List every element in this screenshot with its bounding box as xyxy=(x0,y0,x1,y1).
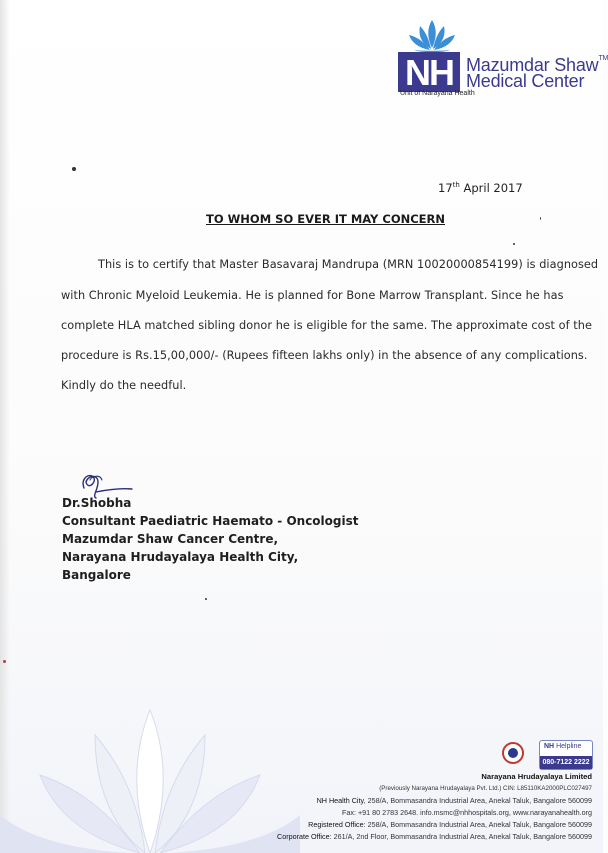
body-line: with Chronic Myeloid Leukemia. He is planned for Bone Marrow Transplant. Since he has xyxy=(61,289,564,302)
body-line: complete HLA matched sibling donor he is eligible for the same. The approximate cost of the xyxy=(61,319,592,332)
corporate-office: Corporate Office: 261/A, 2nd Floor, Bommasandra Industrial Area, Anekal Taluk, Bangalore 560099 xyxy=(277,832,592,841)
scan-speck xyxy=(72,167,76,171)
brand-unit-text: Unit of Narayana Health xyxy=(400,90,475,97)
body-line: Kindly do the needful. xyxy=(61,379,187,392)
decorative-lotus-watermark xyxy=(0,690,300,853)
hospital-logo xyxy=(398,18,608,100)
scan-speck xyxy=(205,598,207,600)
health-city-address: NH Health City, 258/A, Bommasandra Industrial Area, Anekal Taluk, Bangalore 560099 xyxy=(316,796,592,805)
letter-title: TO WHOM SO EVER IT MAY CONCERN xyxy=(206,212,446,226)
brand-name-line2: Medical Center xyxy=(466,71,585,91)
body-line: This is to certify that Master Basavaraj Mandrupa (MRN 10020000854199) is diagnosed xyxy=(98,258,599,271)
trademark-symbol: TM xyxy=(598,55,608,62)
letter-date: 17th April 2017 xyxy=(438,181,523,195)
signatory-name: Dr.Shobha xyxy=(62,496,132,510)
helpline-number: 080-7122 2222 xyxy=(540,756,592,769)
company-cin: (Previously Narayana Hrudayalaya Pvt. Ltd.) CIN: L85110KA2000PLC027497 xyxy=(379,785,592,792)
scan-speck xyxy=(513,243,515,245)
signatory-designation: Consultant Paediatric Haemato - Oncologist xyxy=(62,514,359,528)
signatory-centre: Mazumdar Shaw Cancer Centre, xyxy=(62,532,279,546)
brand-name-line1: Mazumdar Shaw™ xyxy=(466,55,608,75)
signatory-city: Bangalore xyxy=(62,568,131,582)
nh-mark-text: NH xyxy=(405,52,453,93)
accreditation-seal-icon xyxy=(502,742,524,764)
lotus-icon xyxy=(404,18,460,54)
helpline-label: NH Helpline xyxy=(544,743,582,750)
scan-speck xyxy=(3,660,6,663)
helpline-badge xyxy=(539,740,593,770)
company-name: Narayana Hrudayalaya Limited xyxy=(481,772,592,781)
registered-office: Registered Office: 258/A, Bommasandra Industrial Area, Anekal Taluk, Bangalore 560099 xyxy=(308,820,592,829)
body-line: procedure is Rs.15,00,000/- (Rupees fifteen lakhs only) in the absence of any complications. xyxy=(61,349,588,362)
signatory-campus: Narayana Hrudayalaya Health City, xyxy=(62,550,299,564)
contact-details: Fax: +91 80 2783 2648. info.msmc@nhhospitals.org, www.narayanahealth.org xyxy=(341,808,592,817)
scan-speck xyxy=(540,217,541,220)
nh-mark xyxy=(398,52,460,92)
